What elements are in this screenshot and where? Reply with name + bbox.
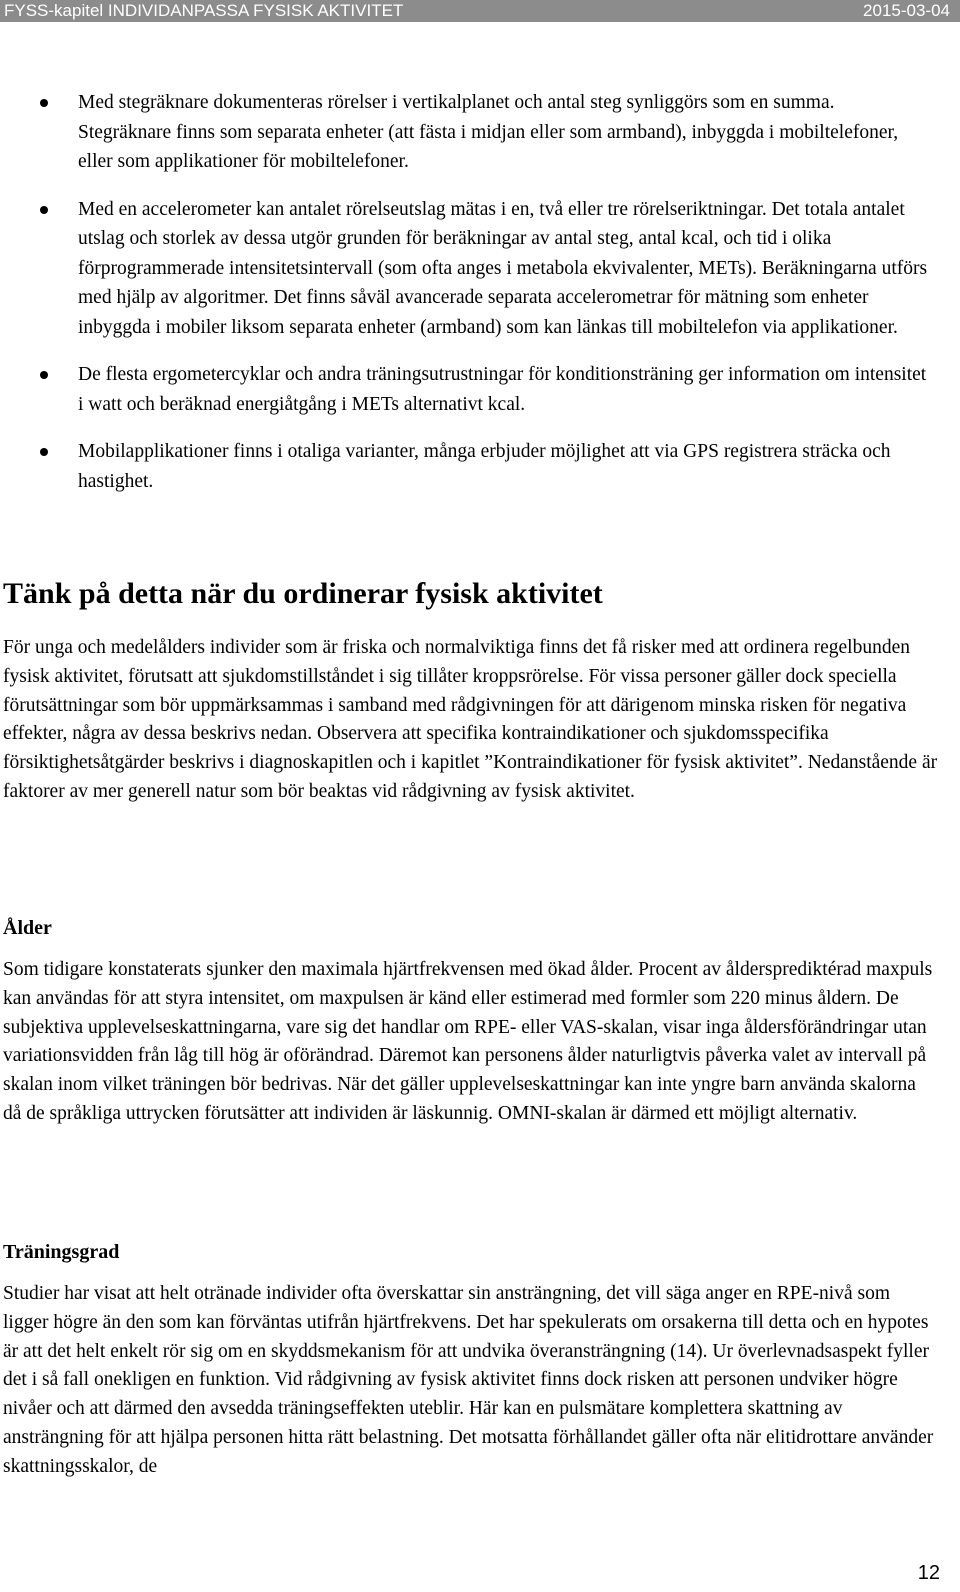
list-item — [0, 195, 960, 343]
header-date: 2015-03-04 — [863, 1, 950, 20]
section-paragraph: Studier har visat att helt otränade individer ofta överskattar sin ansträngning, det vill säga anger en RPE-nivå som ligger högre än den som kan förväntas utifrån hjärtfrekvens. Det har spekulerats om orsakerna till detta och en hypotes är att det helt enkelt rör sig om en skyddsmekanism för att undvika överansträngning (14). Ur överlevnadsaspekt fyller det i så fall onekligen en funktion. Vid rådgivning av fysisk aktivitet finns dock risken att personen undviker högre nivåer och att därmed den avsedda träningseffekten uteblir. Här kan en pulsmätare komplettera skattning av ansträngning för att hjälpa personen hitta rätt belastning. Det motsatta förhållandet gäller ofta när elitidrottare använder skattningsskalor, de — [3, 1283, 934, 1477]
section-heading: Träningsgrad — [3, 1241, 120, 1263]
bullet-icon — [40, 99, 48, 107]
bullet-text: Med en accelerometer kan antalet rörelseutslag mätas i en, två eller tre rörelseriktningar. Det totala antalet utslag och storlek av dessa utgör grunden för beräkningar av antal steg, antal kcal, och tid i olika förprogrammerade intensitetsintervall (som ofta anges i metabola ekvivalenter, METs). Beräkningarna utförs med hjälp av algoritmer. Det finns såväl avancerade separata accelerometrar för mätning som enheter inbyggda i mobiler liksom separata enheter (armband) som kan länkas till mobiltelefon via applikationer. — [78, 198, 928, 338]
section-paragraph: För unga och medelålders individer som är friska och normalviktiga finns det få risker med att ordinera regelbunden fysisk aktivitet, förutsatt att sjukdomstillståndet i sig tillåter kroppsrörelse. För vissa personer gäller dock speciella förutsättningar som bör uppmärksammas i samband med rådgivningen för att därigenom minska risken för negativa effekter, några av dessa beskrivs nedan. Observera att specifika kontraindikationer och sjukdomsspecifika försiktighetsåtgärder beskrivs i diagnoskapitlen och i kapitlet ”Kontraindikationer för fysisk aktivitet”. Nedanstående är faktorer av mer generell natur som bör beaktas vid rådgivning av fysisk aktivitet. — [3, 637, 938, 802]
page-header — [0, 0, 960, 22]
section-paragraph: Som tidigare konstaterats sjunker den maximala hjärtfrekvensen med ökad ålder. Procent av åldersprediktérad maxpuls kan användas för att styra intensitet, om maxpulsen är känd eller estimerad med formler som 220 minus åldern. De subjektiva upplevelseskattningarna, vare sig det handlar om RPE- eller VAS-skalan, visar inga åldersförändringar utan variationsvidden från låg till hög är oförändrad. Däremot kan personens ålder naturligtvis påverka valet av intervall på skalan inom vilket träningen bör bedrivas. När det gäller upplevelseskattningar kan inte yngre barn använda skalorna då de språkliga uttrycken förutsätter att individen är läskunnig. OMNI-skalan är därmed ett möjligt alternativ. — [3, 959, 933, 1124]
page-number: 12 — [917, 1562, 940, 1584]
bullet-list — [0, 88, 960, 514]
list-item — [0, 360, 960, 419]
bullet-icon — [40, 371, 48, 379]
section-training — [3, 1238, 938, 1482]
section-think — [3, 576, 938, 807]
section-heading: Ålder — [3, 917, 52, 939]
bullet-icon — [40, 206, 48, 214]
bullet-text: Mobilapplikationer finns i otaliga varianter, många erbjuder möjlighet att via GPS registrera sträcka och hastighet. — [78, 441, 891, 492]
bullet-text: Med stegräknare dokumenteras rörelser i vertikalplanet och antal steg synliggörs som en summa. Stegräknare finns som separata enheter (att fästa i midjan eller som armband), inbyggda i mobiltelefoner, eller som applikationer för mobiltelefoner. — [78, 92, 899, 172]
section-heading: Tänk på detta när du ordinerar fysisk aktivitet — [3, 577, 603, 610]
bullet-icon — [40, 448, 48, 456]
list-item — [0, 437, 960, 496]
header-title: FYSS-kapitel INDIVIDANPASSA FYSISK AKTIVITET — [4, 1, 404, 20]
section-age — [3, 914, 938, 1129]
bullet-text: De flesta ergometercyklar och andra träningsutrustningar för konditionsträning ger information om intensitet i watt och beräknad energiåtgång i METs alternativt kcal. — [78, 364, 927, 415]
list-item — [0, 88, 960, 177]
